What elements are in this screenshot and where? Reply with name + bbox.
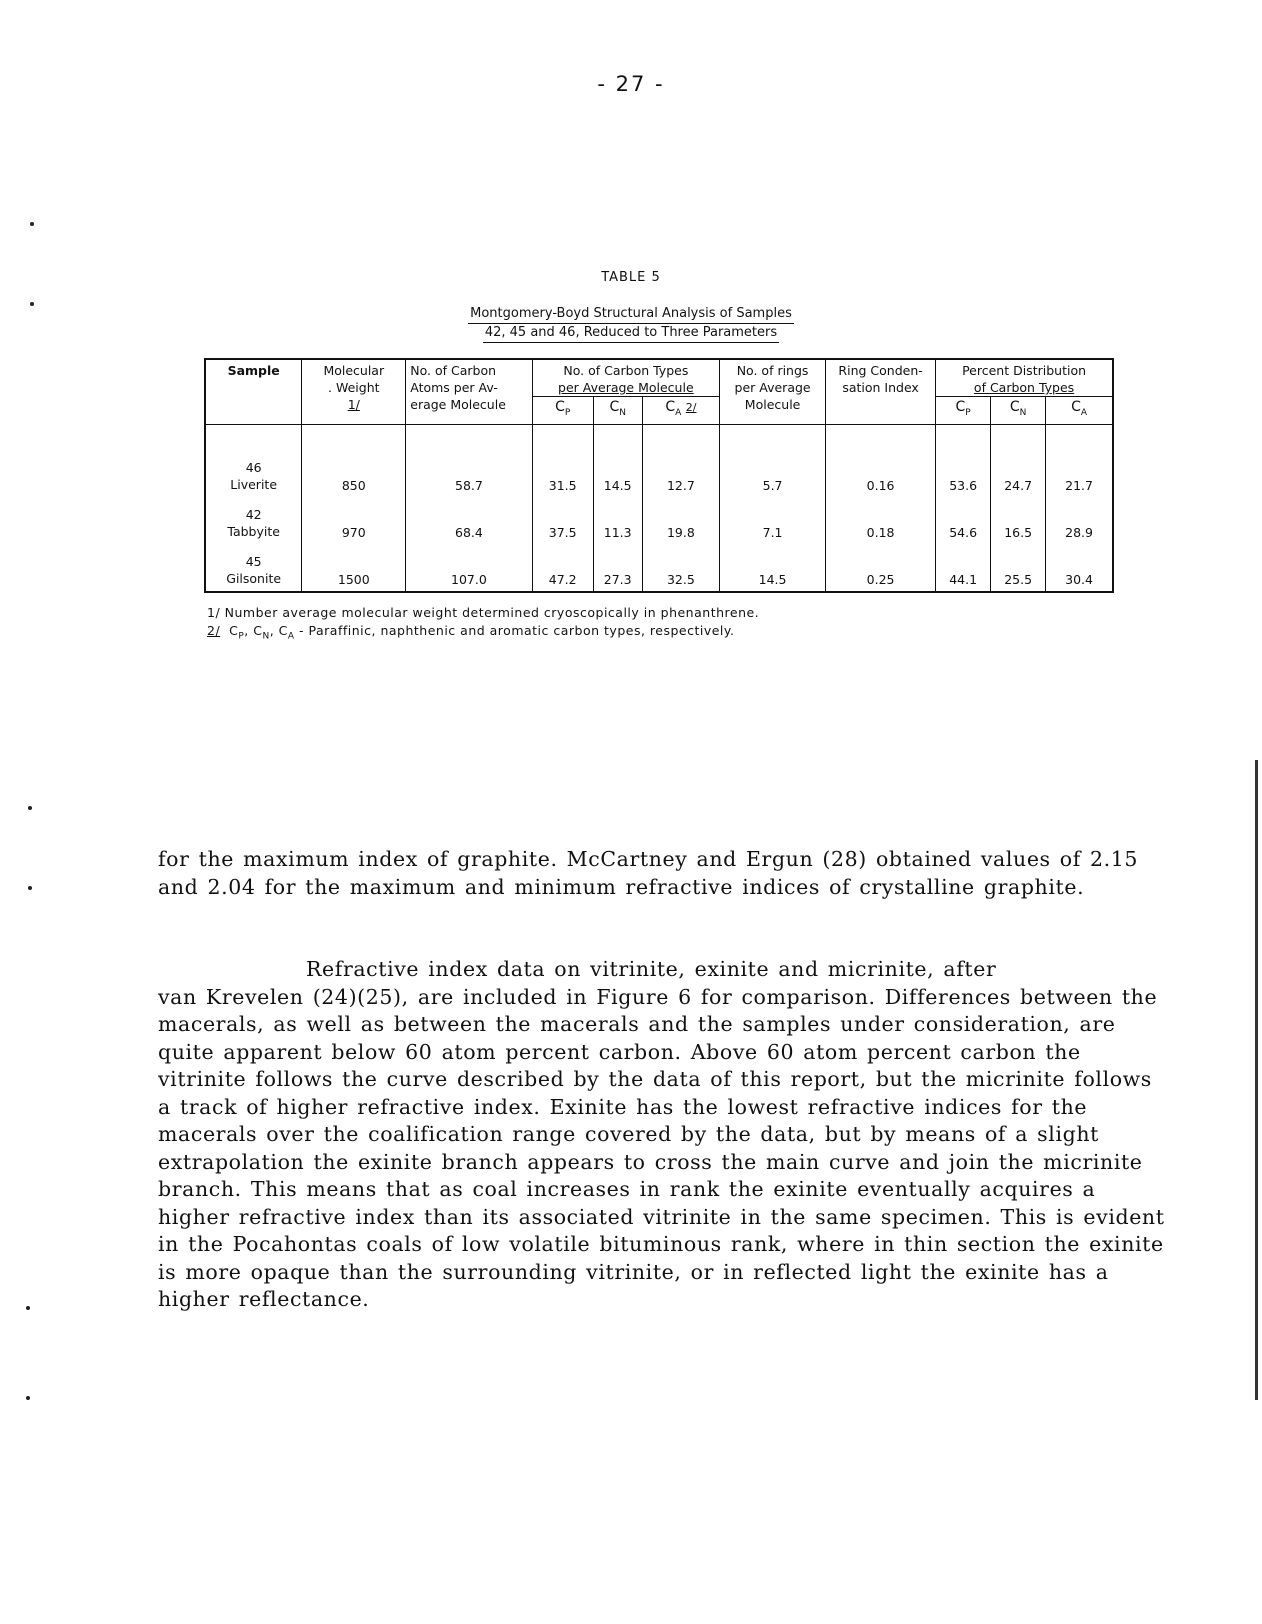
header-sample: Sample <box>205 359 302 424</box>
header-mw-line-2: . Weight <box>328 380 380 395</box>
header-carbon-types <box>532 359 719 379</box>
header-rings-line-2: per Average <box>734 380 811 395</box>
pct-cn-cell: 25.5 <box>991 544 1046 592</box>
header-molecular-weight <box>302 359 406 424</box>
atoms-cell: 68.4 <box>406 497 532 544</box>
pct-ca-cell: 30.4 <box>1046 544 1113 592</box>
structural-analysis-table <box>204 358 1114 593</box>
ca-cell: 32.5 <box>642 544 719 592</box>
header-mw-footnote-ref: 1/ <box>347 397 360 412</box>
header-pct-ca: $C_A$ <box>1046 397 1113 425</box>
scan-edge-line <box>1255 760 1258 1400</box>
header-carbon-line-1: No. of Carbon <box>410 363 497 378</box>
header-types-line-1: No. of Carbon Types <box>563 363 689 378</box>
atoms-cell: 107.0 <box>406 544 532 592</box>
header-rings <box>720 359 826 424</box>
sample-cell: 46 Liverite <box>205 424 302 497</box>
header-per-average-molecule <box>532 379 719 397</box>
margin-dot <box>26 1396 30 1400</box>
mw-cell: 1500 <box>302 544 406 592</box>
margin-dot <box>28 806 32 810</box>
mw-cell: 850 <box>302 424 406 497</box>
table-caption-line-2: 42, 45 and 46, Reduced to Three Parameters <box>483 324 779 343</box>
header-rings-line-1: No. of rings <box>736 363 809 378</box>
cn-cell: 14.5 <box>593 424 642 497</box>
header-rings-line-3: Molecule <box>744 397 801 412</box>
pct-ca-cell: 28.9 <box>1046 497 1113 544</box>
header-mw-line-1: Molecular <box>323 363 385 378</box>
table-footnotes <box>207 604 759 646</box>
table-row <box>205 544 1113 592</box>
table-row <box>205 424 1113 497</box>
footnote-1: 1/ Number average molecular weight determined cryoscopically in phenanthrene. <box>207 605 760 620</box>
index-cell: 0.18 <box>826 497 936 544</box>
pct-cn-cell: 24.7 <box>991 424 1046 497</box>
body-paragraph-2-first-line: Refractive index data on vitrinite, exinite and micrinite, after <box>306 957 997 981</box>
body-paragraph-2 <box>158 956 1168 1314</box>
margin-dot <box>26 1306 30 1310</box>
rings-cell: 14.5 <box>720 544 826 592</box>
header-percent-distribution <box>936 359 1113 379</box>
rings-cell: 7.1 <box>720 497 826 544</box>
header-pct-line-1: Percent Distribution <box>962 363 1087 378</box>
index-cell: 0.25 <box>826 544 936 592</box>
rings-cell: 5.7 <box>720 424 826 497</box>
ca-cell: 19.8 <box>642 497 719 544</box>
cn-cell: 27.3 <box>593 544 642 592</box>
header-pct-cn: $C_N$ <box>991 397 1046 425</box>
atoms-cell: 58.7 <box>406 424 532 497</box>
header-carbon-line-3: erage Molecule <box>410 397 506 412</box>
table-title: TABLE 5 <box>601 270 661 285</box>
table-caption <box>0 305 1262 343</box>
header-pct-cp: $C_P$ <box>936 397 991 425</box>
header-ca: $C_A$ 2/ <box>642 397 719 425</box>
header-cn: $C_N$ <box>593 397 642 425</box>
pct-cn-cell: 16.5 <box>991 497 1046 544</box>
mw-cell: 970 <box>302 497 406 544</box>
header-ring-index <box>826 359 936 424</box>
table-caption-line-1: Montgomery-Boyd Structural Analysis of Samples <box>468 305 794 324</box>
cn-cell: 11.3 <box>593 497 642 544</box>
body-paragraph-1: for the maximum index of graphite. McCartney and Ergun (28) obtained values of 2.15 and 2.04 for the maximum and minimum refractive indices of crystalline graphite. <box>158 847 1139 899</box>
footnote-2: 2/ $C_P$, $C_N$, $C_A$ - Paraffinic, naphthenic and aromatic carbon types, respectively. <box>207 623 735 642</box>
body-paragraph-2-rest: van Krevelen (24)(25), are included in Figure 6 for comparison. Differences between the macerals, as well as between the macerals and the samples under consideration, are quite apparent below 60 atom percent carbon. Above 60 atom percent carbon the vitrinite follows the curve described by the data of this report, but the micrinite follows a track of higher refractive index. Exinite has the lowest refractive indices for the macerals over the coalification range covered by the data, but by means of a slight extrapolation the exinite branch appears to cross the main curve and join the micrinite branch. This means that as coal increases in rank the exinite eventually acquires a higher refractive index than its associated vitrinite in the same specimen. This is evident in the Pocahontas coals of low volatile bituminous rank, where in thin section the exinite is more opaque than the surrounding vitrinite, or in reflected light the exinite has a higher reflectance. <box>158 984 1165 1311</box>
header-carbon-atoms <box>406 359 532 424</box>
cp-cell: 47.2 <box>532 544 593 592</box>
pct-cp-cell: 53.6 <box>936 424 991 497</box>
pct-ca-cell: 21.7 <box>1046 424 1113 497</box>
header-pct-line-2: of Carbon Types <box>973 380 1075 395</box>
header-of-carbon-types <box>936 379 1113 397</box>
cp-cell: 37.5 <box>532 497 593 544</box>
header-ring-index-line-1: Ring Conden- <box>838 363 923 378</box>
header-cp: $C_P$ <box>532 397 593 425</box>
page-number: - 27 - <box>597 72 665 96</box>
pct-cp-cell: 44.1 <box>936 544 991 592</box>
pct-cp-cell: 54.6 <box>936 497 991 544</box>
ca-cell: 12.7 <box>642 424 719 497</box>
header-ring-index-line-2: sation Index <box>842 380 919 395</box>
index-cell: 0.16 <box>826 424 936 497</box>
margin-dot <box>30 222 34 226</box>
header-carbon-line-2: Atoms per Av- <box>410 380 498 395</box>
margin-dot <box>28 886 32 890</box>
cp-cell: 31.5 <box>532 424 593 497</box>
sample-cell: 42 Tabbyite <box>205 497 302 544</box>
header-types-line-2: per Average Molecule <box>558 380 694 395</box>
table-row <box>205 497 1113 544</box>
margin-dot <box>30 302 34 306</box>
sample-cell: 45 Gilsonite <box>205 544 302 592</box>
